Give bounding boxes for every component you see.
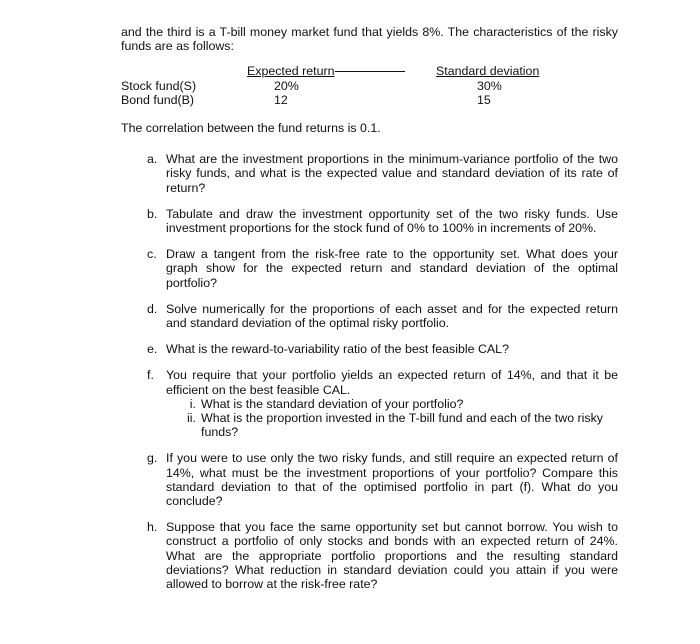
fund-expected-return: 12 <box>274 92 288 107</box>
question-text: You require that your portfolio yields an expected return of 14%, and that it be efficient on the best feasible CAL. <box>166 368 618 397</box>
question-text: Tabulate and draw the investment opportunity set of the two risky funds. Use investment proportions for the stock fund of 0% to 100% in increments of 20%. <box>166 206 618 236</box>
table-header-row <box>121 64 587 78</box>
question-list <box>121 152 618 591</box>
question-item-c <box>121 247 618 290</box>
question-label: e. <box>147 342 158 357</box>
fund-standard-deviation: 30% <box>477 78 502 93</box>
question-item-a <box>121 152 618 195</box>
sub-question-list <box>166 397 618 440</box>
question-text: Draw a tangent from the risk-free rate to the opportunity set. What does your graph show for the expected return and standard deviation of the optimal portfolio? <box>166 247 618 290</box>
question-label: d. <box>147 301 158 316</box>
question-item-e <box>121 342 618 356</box>
question-text: If you were to use only the two risky funds, and still require an expected return of 14%, what must be the investment proportions of your portfolio? Compare this standard deviation to that of the optimised portfolio in part (f). What do you conclude? <box>166 451 618 509</box>
question-item-d <box>121 302 618 330</box>
table-row <box>121 79 587 93</box>
fund-standard-deviation: 15 <box>477 92 491 107</box>
header-underline-rule <box>335 71 405 72</box>
question-label: f. <box>147 368 154 383</box>
fund-characteristics-table <box>121 64 587 107</box>
intro-paragraph: and the third is a T-bill money market fund that yields 8%. The characteristics of the risky funds are as follows: <box>121 25 618 54</box>
fund-name: Stock fund(S) <box>121 78 197 93</box>
question-label: a. <box>147 152 158 167</box>
question-text: Suppose that you face the same opportunity set but cannot borrow. You wish to construct a portfolio of only stocks and bonds with an expected return of 24%. What are the appropriate portfolio proportions and the resulting standard deviations? What reduction in standard deviation could you attain if you were allowed to borrow at the risk-free rate? <box>166 520 618 592</box>
sub-question-text: What is the proportion invested in the T-bill fund and each of the two risky funds? <box>201 411 603 440</box>
question-item-f <box>121 368 618 439</box>
sub-question-label: ii. <box>187 411 196 426</box>
question-label: h. <box>147 520 158 535</box>
sub-question-label: i. <box>189 396 196 411</box>
question-label: g. <box>147 451 158 466</box>
fund-name: Bond fund(B) <box>121 92 195 107</box>
question-item-b <box>121 207 618 235</box>
sub-question-item <box>166 411 618 439</box>
document-page <box>121 25 618 603</box>
sub-question-item <box>166 397 618 411</box>
question-item-h <box>121 520 618 591</box>
question-text: What are the investment proportions in the minimum-variance portfolio of the two risky funds, and what is the expected value and standard deviation of its rate of return? <box>166 152 618 195</box>
question-text: What is the reward-to-variability ratio of the best feasible CAL? <box>166 342 509 357</box>
header-expected-return: Expected return <box>247 64 335 79</box>
question-item-g <box>121 451 618 508</box>
fund-expected-return: 20% <box>274 78 299 93</box>
question-text: Solve numerically for the proportions of each asset and for the expected return and standard deviation of the optimal risky portfolio. <box>166 301 618 331</box>
correlation-statement: The correlation between the fund returns is 0.1. <box>121 121 381 136</box>
sub-question-text: What is the standard deviation of your portfolio? <box>201 396 464 411</box>
header-standard-deviation: Standard deviation <box>436 64 540 79</box>
question-label: b. <box>147 206 158 221</box>
question-label: c. <box>147 247 157 262</box>
table-row <box>121 93 587 107</box>
